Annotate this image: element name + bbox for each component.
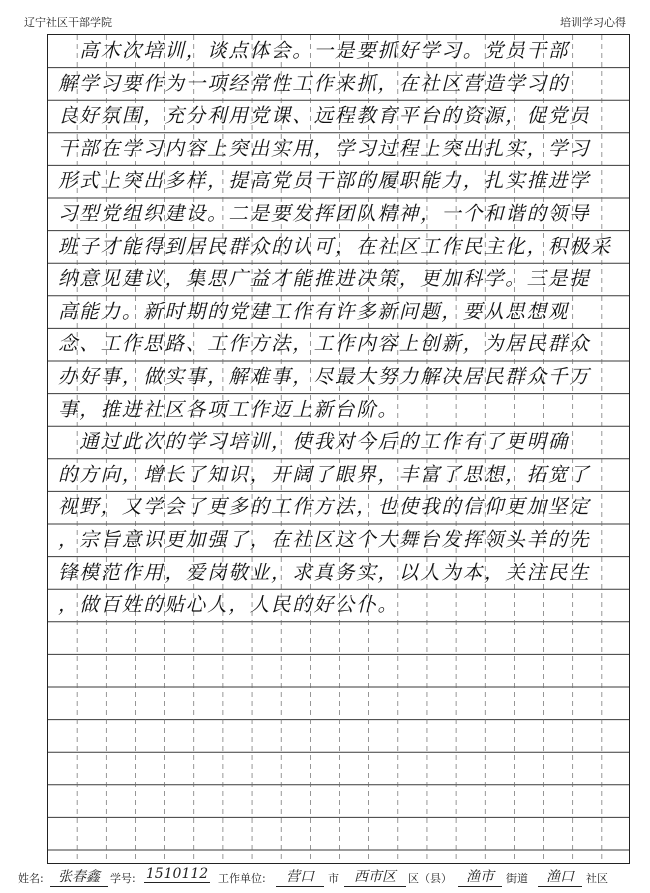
essay-line: 通过此次的学习培训，使我对今后的工作有了更明确 [58,430,570,454]
id-value: 1510112 [145,866,209,882]
essay-line: 事，推进社区各项工作迈上新台阶。 [58,397,399,421]
essay-line: ，宗旨意识更加强了，在社区这个大舞台发挥领头羊的先 [58,528,591,551]
author-footer [18,866,638,888]
city-label: 市 [328,872,339,885]
essay-line: 高木次培训，谈点体会。一是要抓好学习。党员干部 [58,39,570,62]
essay-line: 办好事，做实事，解难事，尽最大努力解决居民群众千万 [58,365,591,388]
street-label: 街道 [506,872,528,885]
page-header [22,10,628,32]
essay-line: 解学习要作为一项经常性工作来抓，在社区营造学习的 [58,71,570,95]
essay-line: 形式上突出多样，提高党员干部的履职能力，扎实推进学 [58,169,591,193]
essay-line: 班子才能得到居民群众的认可，在社区工作民主化，积极采 [58,234,612,258]
district-label: 区（县） [408,872,452,885]
section-title: 培训学习心得 [560,16,626,29]
name-value: 张春鑫 [50,866,108,887]
essay-line: ，做百姓的贴心人，人民的好公仆。 [58,593,399,617]
essay-line: 干部在学习内容上突出实用，学习过程上突出扎实，学习 [58,136,591,160]
essay-line: 视野，又学会了更多的工作方法，也使我的信仰更加坚定 [58,495,591,519]
city-value: 营口 [276,866,324,887]
essay-line: 的方向，增长了知识，开阔了眼界，丰富了思想，拓宽了 [58,462,591,486]
district-value: 西市区 [344,866,406,887]
unit-label: 工作单位: [218,872,266,885]
essay-line: 纳意见建议，集思广益才能推进决策，更加科学。三是提 [58,267,591,291]
writing-sheet [47,34,630,864]
street-value: 渔市 [458,866,502,887]
community-label: 社区 [586,872,608,885]
essay-line: 良好氛围，充分利用党课、远程教育平台的资源，促党员 [58,104,591,128]
essay-line: 高能力。新时期的党建工作有许多新问题，要从思想观 [58,299,570,323]
essay-line: 锋模范作用，爱岗敬业，求真务实，以人为本，关注民生 [58,560,591,584]
id-label: 学号: [110,872,136,885]
community-value: 渔口 [538,866,582,887]
institution-name: 辽宁社区干部学院 [24,16,112,29]
essay-line: 念、工作思路、工作方法，工作内容上创新，为居民群众 [58,332,591,356]
essay-line: 习型党组织建设。二是要发挥团队精神，一个和谐的领导 [58,202,591,225]
name-label: 姓名: [18,872,44,885]
